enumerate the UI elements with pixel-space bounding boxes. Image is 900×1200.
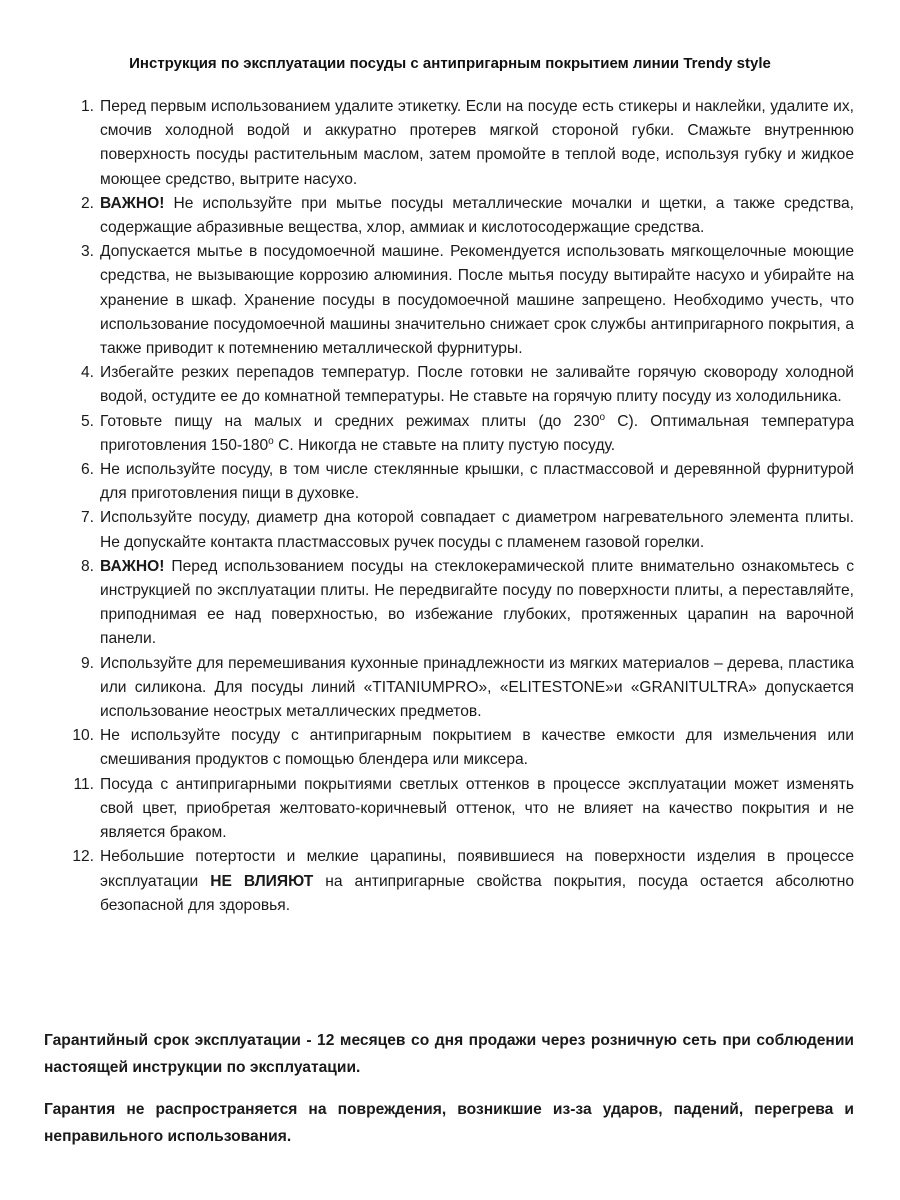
item-number: 10.	[72, 727, 94, 745]
item-number: 8.	[80, 557, 94, 575]
item-text: Перед использованием посуды на стеклокерамической плите внимательно ознакомьтесь с инструкцией по эксплуатации плиты. Не передвигайте посуду по поверхности плиты, а переставляйте, приподнимая ее над поверхностью, во избежание глубоких, протяженных царапин на варочной панели.	[100, 557, 854, 648]
degree-sign: o	[599, 411, 606, 423]
list-item	[60, 724, 854, 772]
instruction-list	[60, 95, 854, 918]
list-item	[60, 506, 854, 554]
item-number: 5.	[80, 412, 94, 430]
item-text: на антипригарные свойства покрытия, посуда остается абсолютно безопасной для здоровья.	[100, 872, 854, 914]
item-text: Избегайте резких перепадов температур. После готовки не заливайте горячую сковороду холодной водой, остудите ее до комнатной температуры. Не ставьте на горячую плиту посуду из холодильника.	[100, 364, 854, 406]
page-title: Инструкция по эксплуатации посуды с антипригарным покрытием линии Trendy style	[129, 55, 771, 72]
item-text: Перед первым использованием удалите этикетку. Если на посуде есть стикеры и наклейки, удалите их, смочив холодной водой и аккуратно протерев мягкой стороной губки. Смажьте внутреннюю поверхность посуды растительным маслом, затем промойте в теплой воде, используя губку и жидкое моющее средство, вытрите насухо.	[100, 98, 854, 188]
item-text: Используйте посуду, диаметр дна которой совпадает с диаметром нагревательного элемента плиты. Не допускайте контакта пластмассовых ручек посуды с пламенем газовой горелки.	[100, 509, 854, 551]
degree-sign: o	[268, 435, 274, 447]
item-text: Посуда с антипригарными покрытиями светлых оттенков в процессе эксплуатации может изменять свой цвет, приобретая желтовато-коричневый оттенок, что не влияет на качество покрытия и не является браком.	[100, 775, 854, 842]
list-item	[60, 555, 854, 652]
item-number: 7.	[80, 509, 94, 527]
item-text: Небольшие потертости и мелкие царапины, появившиеся на поверхности изделия в процессе эксплуатации	[100, 848, 854, 890]
list-item	[60, 192, 854, 240]
item-number: 6.	[80, 461, 94, 479]
item-text: Не используйте посуду, в том числе стеклянные крышки, с пластмассовой и деревянной фурнитурой для приготовления пищи в духовке.	[100, 461, 854, 503]
item-text: Используйте для перемешивания кухонные принадлежности из мягких материалов – дерева, пластика или силикона. Для посуды линий «TITANIUMPRO», «ELITESTONE»и «GRANITULTRA» допускается использование неострых металлических предметов.	[100, 654, 854, 721]
item-text: Не используйте при мытье посуды металлические мочалки и щетки, а также средства, содержащие абразивные вещества, хлор, аммиак и кислотосодержащие средства.	[100, 194, 854, 237]
warranty-period: Гарантийный срок эксплуатации - 12 месяцев со дня продажи через розничную сеть при соблюдении настоящей инструкции по эксплуатации.	[44, 1032, 854, 1076]
item-important-label: ВАЖНО!	[100, 557, 165, 575]
warranty-exclusion: Гарантия не распространяется на повреждения, возникшие из-за ударов, падений, перегрева и неправильного использования.	[44, 1101, 854, 1145]
item-emphasis: НЕ ВЛИЯЮТ	[210, 872, 314, 890]
item-number: 1.	[80, 98, 94, 115]
list-item	[60, 95, 854, 192]
list-item	[60, 652, 854, 725]
list-item	[60, 458, 854, 506]
list-item	[60, 845, 854, 918]
item-text: Не используйте посуду с антипригарным покрытием в качестве емкости для измельчения или смешивания продуктов с помощью блендера или миксера.	[100, 727, 854, 769]
list-item	[60, 361, 854, 409]
item-number: 12.	[72, 848, 94, 866]
item-number: 2.	[80, 194, 94, 212]
item-text: С. Никогда не ставьте на плиту пустую посуду.	[273, 436, 616, 454]
item-text: С). Оптимальная температура приготовления 150-180	[100, 412, 854, 454]
item-number: 9.	[80, 654, 94, 672]
list-item	[60, 240, 854, 361]
item-text: Готовьте пищу на малых и средних режимах плиты (до 230	[100, 412, 600, 430]
item-number: 4.	[80, 364, 94, 382]
list-item	[60, 773, 854, 846]
item-number: 3.	[80, 243, 94, 261]
list-item	[60, 410, 854, 458]
item-number: 11.	[73, 775, 94, 793]
item-text: Допускается мытье в посудомоечной машине. Рекомендуется использовать мягкощелочные моющие средства, не вызывающие коррозию алюминия. После мытья посуду вытирайте насухо и убирайте на хранение в шкаф. Хранение посуды в посудомоечной машине запрещено. Необходимо учесть, что использование посудомоечной машины значительно снижает срок службы антипригарного покрытия, а также приводит к потемнению металлической фурнитуры.	[100, 243, 854, 358]
item-important-label: ВАЖНО!	[100, 194, 165, 212]
